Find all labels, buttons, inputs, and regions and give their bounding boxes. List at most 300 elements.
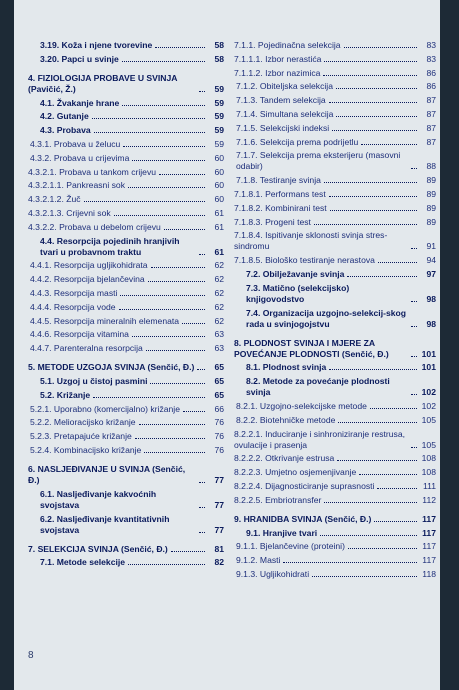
toc-entry-page: 87 [426, 108, 436, 119]
toc-entry-number: 5.2.1. [30, 403, 52, 414]
dot-leader [370, 408, 417, 409]
toc-entry-number: 4.3.2. [30, 152, 52, 163]
toc-entry-number: 7.1.8. [236, 175, 258, 186]
dot-leader [114, 215, 205, 216]
toc-entry [28, 557, 224, 568]
toc-entry-label [236, 555, 280, 566]
toc-entry [234, 569, 436, 580]
dot-leader [374, 521, 417, 522]
dot-leader [283, 562, 417, 563]
toc-entry-title: Probava u tankom crijevu [59, 166, 157, 177]
toc-entry-page: 89 [426, 216, 436, 227]
toc-entry [234, 514, 436, 525]
toc-entry-label [40, 489, 196, 511]
toc-entry-page: 98 [426, 293, 436, 304]
toc-entry-label [236, 175, 321, 186]
toc-entry-label [30, 260, 148, 271]
toc-entry-label [236, 150, 408, 172]
dot-leader [320, 535, 417, 536]
toc-entry-page: 65 [214, 375, 224, 386]
toc-entry [28, 316, 224, 327]
toc-entry-label [30, 445, 141, 456]
toc-entry [234, 362, 436, 373]
toc-entry [234, 123, 436, 134]
toc-entry-title: FIZIOLOGIJA PROBAVE U SVINJA (Pavičić, Ž.) [28, 72, 178, 94]
toc-entry-label [234, 495, 321, 506]
toc-entry-title: PLODNOST SVINJA I MJERE ZA POVEĆANJE PLODNOSTI (Senčić, Đ.) [234, 337, 389, 359]
toc-entry-label [28, 464, 196, 486]
toc-entry-page: 101 [421, 348, 436, 359]
toc-entry-page: 117 [422, 541, 436, 552]
toc-entry [28, 302, 224, 313]
toc-entry-label [234, 230, 408, 252]
toc-entry-number: 4.1. [40, 97, 55, 108]
toc-entry-number: 3.20. [40, 53, 60, 64]
toc-entry-title: Izbor nerastića [265, 53, 322, 64]
toc-entry-page: 89 [426, 202, 436, 213]
toc-entry [234, 81, 436, 92]
toc-entry-label [234, 338, 408, 360]
toc-entry-title: Matično (selekcijsko) knjigovodstvo [246, 282, 350, 304]
toc-entry [28, 153, 224, 164]
toc-entry-number: 8.2. [246, 376, 261, 387]
toc-entry-title: Žvakanje hrane [56, 97, 120, 108]
toc-entry-page: 108 [421, 467, 436, 478]
toc-entry-title: Ispitivanje sklonosti svinja stres-sindromu [234, 230, 388, 252]
toc-entry [28, 125, 224, 136]
toc-entry-label [236, 569, 309, 580]
toc-entry-number: 6.2. [40, 513, 55, 524]
toc-entry [28, 464, 224, 486]
dot-leader [92, 118, 205, 119]
toc-entry-number: 7.1. [40, 557, 55, 568]
toc-entry [28, 274, 224, 285]
dot-leader [411, 248, 417, 249]
toc-entry [234, 137, 436, 148]
toc-entry [28, 236, 224, 258]
toc-entry-label [236, 81, 333, 92]
toc-entry-page: 58 [214, 40, 224, 50]
toc-entry [234, 217, 436, 228]
toc-entry-title: Kombinirani test [265, 202, 327, 213]
toc-entry-page: 76 [214, 431, 224, 442]
dot-leader [139, 424, 205, 425]
toc-entry [234, 230, 436, 252]
toc-entry-number: 8. [234, 337, 242, 348]
toc-entry-number: 4.3.2.1.2. [28, 194, 64, 205]
toc-entry-number: 7.4. [246, 307, 261, 318]
toc-entry-page: 94 [426, 255, 436, 266]
toc-entry [234, 269, 436, 280]
toc-entry-number: 8.2.2.4. [234, 480, 263, 491]
dot-leader [332, 130, 417, 131]
dot-leader [199, 254, 205, 255]
toc-entry-title: Nasljeđivanje kvantitativnih svojstava [40, 513, 170, 535]
book-page [14, 0, 440, 690]
toc-entry [28, 111, 224, 122]
toc-entry-page: 97 [426, 268, 436, 279]
dot-leader [119, 309, 205, 310]
toc-entry-page: 65 [214, 389, 224, 400]
toc-entry-number: 8.2.2.1. [234, 428, 263, 439]
toc-entry-title: Gutanje [56, 111, 89, 122]
toc-entry-page: 62 [214, 287, 224, 298]
toc-entry-title: Testiranje svinja [259, 175, 321, 186]
toc-entry-label [246, 283, 408, 305]
toc-entry-label [30, 302, 116, 313]
toc-entry-number: 4.4. [40, 235, 55, 246]
dot-leader [135, 438, 205, 439]
dot-leader [314, 224, 417, 225]
dot-leader [148, 281, 205, 282]
dot-leader [344, 47, 417, 48]
toc-entry-label [234, 40, 341, 51]
toc-entry-label [246, 528, 317, 539]
toc-entry-title: Koža i njene tvorevine [61, 40, 153, 50]
toc-entry-page: 60 [214, 194, 224, 205]
toc-entry-title: Resorpcija ugljikohidrata [53, 260, 148, 271]
toc-entry-page: 83 [426, 40, 436, 50]
toc-entry-title: Uzgojno-selekcijske metode [259, 400, 367, 411]
toc-entry-page: 62 [214, 301, 224, 312]
toc-entry-title: Simultana selekcija [259, 108, 334, 119]
toc-entry-label [246, 362, 326, 373]
dot-leader [411, 301, 417, 302]
toc-entry [234, 203, 436, 214]
toc-entry-number: 7.1.1. [234, 40, 256, 50]
dot-leader [329, 369, 417, 370]
toc-entry [28, 54, 224, 65]
toc-entry [234, 68, 436, 79]
toc-entry-label [234, 203, 327, 214]
toc-entry-title: Dijagnosticiranje suprasnosti [265, 480, 375, 491]
toc-entry [234, 40, 436, 51]
toc-entry-page: 98 [426, 318, 436, 329]
toc-entry-page: 87 [426, 95, 436, 106]
toc-entry-page: 77 [214, 524, 224, 535]
toc-entry-page: 102 [421, 387, 436, 398]
dot-leader [122, 105, 205, 106]
toc-entry-number: 6. [28, 463, 36, 474]
toc-entry [234, 255, 436, 266]
toc-entry-page: 112 [422, 494, 436, 505]
toc-entry-number: 7.1.3. [236, 95, 258, 106]
toc-entry-label [234, 68, 320, 79]
toc-entry-number: 7. [28, 543, 36, 554]
toc-entry-label [40, 236, 196, 258]
toc-entry-title: Crijevni sok [66, 207, 111, 218]
dot-leader [324, 502, 417, 503]
toc-entry-label [40, 557, 125, 568]
toc-entry-number: 7.1.4. [236, 108, 258, 119]
dot-leader [323, 75, 417, 76]
toc-entry-label [236, 541, 345, 552]
toc-entry-page: 66 [214, 403, 224, 414]
dot-leader [324, 61, 417, 62]
toc-entry-number: 7.3. [246, 282, 261, 293]
toc-entry-title: Probava u crijevima [53, 152, 130, 163]
toc-entry-label [234, 255, 375, 266]
dot-leader [150, 383, 205, 384]
toc-entry-number: 5.2. [40, 389, 55, 400]
dot-leader [120, 295, 205, 296]
toc-entry-number: 7.1.2. [236, 81, 258, 92]
toc-entry-label [30, 288, 117, 299]
dot-leader [377, 488, 417, 489]
toc-entry-label [236, 109, 333, 120]
toc-entry-label [28, 222, 161, 233]
toc-entry-label [40, 40, 152, 51]
toc-entry-label [234, 453, 334, 464]
toc-entry-page: 61 [214, 207, 224, 218]
toc-entry [234, 481, 436, 492]
toc-entry-number: 4.4.7. [30, 343, 52, 354]
toc-entry-title: Resorpcija masti [53, 287, 118, 298]
toc-entry-page: 62 [214, 260, 224, 271]
toc-entry [28, 208, 224, 219]
toc-entry-number: 4.4.6. [30, 329, 52, 340]
toc-entry-title: Pojedinačna selekcija [257, 40, 341, 50]
toc-entry-title: Performans test [265, 188, 326, 199]
toc-entry-number: 7.1.8.5. [234, 255, 263, 266]
toc-entry-number: 3.19. [40, 40, 60, 50]
toc-entry-number: 4.4.1. [30, 260, 52, 271]
toc-entry-number: 7.1.1.1. [234, 53, 263, 64]
toc-entry-title: Papci u svinje [61, 53, 119, 64]
toc-entry-number: 8.2.2.3. [234, 467, 263, 478]
toc-entry-label [28, 362, 194, 373]
toc-entry-number: 4.4.2. [30, 274, 52, 285]
toc-entry [234, 189, 436, 200]
toc-entry-title: Selekcijski indeksi [259, 122, 330, 133]
toc-entry-page: 89 [426, 175, 436, 186]
toc-entry [234, 308, 436, 330]
dot-leader [347, 276, 417, 277]
toc-entry-number: 5.1. [40, 375, 55, 386]
toc-entry-page: 82 [214, 557, 224, 568]
toc-entry [234, 95, 436, 106]
toc-entry-title: Izbor nazimica [265, 67, 321, 78]
dot-leader [411, 356, 417, 357]
toc-entry-page: 62 [214, 274, 224, 285]
toc-entry-page: 60 [214, 180, 224, 191]
dot-leader [411, 168, 417, 169]
toc-entry-label [234, 514, 371, 525]
dot-leader [132, 336, 205, 337]
dot-leader [330, 210, 417, 211]
toc-entry [28, 288, 224, 299]
toc-entry-label [30, 274, 145, 285]
dot-leader [336, 88, 417, 89]
dot-leader [337, 460, 417, 461]
toc-entry-number: 7.1.1.2. [234, 67, 263, 78]
toc-entry-title: Žuč [66, 194, 81, 205]
toc-entry [28, 167, 224, 178]
toc-entry-title: Resorpcija mineralnih elemenata [53, 315, 180, 326]
toc-entry-label [28, 167, 156, 178]
toc-entry-title: Obiteljska selekcija [259, 81, 333, 92]
toc-entry-page: 59 [214, 125, 224, 136]
toc-entry-label [30, 404, 180, 415]
toc-entry-title: Nasljeđivanje kakvoćnih svojstava [40, 488, 157, 510]
toc-entry-label [40, 390, 90, 401]
toc-entry-title: Metode selekcije [56, 557, 126, 568]
toc-entry-page: 102 [421, 400, 436, 411]
toc-entry-label [30, 431, 132, 442]
toc-entry [28, 139, 224, 150]
toc-entry-label [30, 343, 143, 354]
toc-entry-number: 7.1.5. [236, 122, 258, 133]
toc-entry-title: Metode za povećanje plodnosti svinja [246, 376, 390, 398]
toc-entry-number: 4.4.3. [30, 287, 52, 298]
dot-leader [338, 422, 417, 423]
toc-entry [234, 453, 436, 464]
toc-entry-page: 58 [214, 53, 224, 64]
toc-entry [28, 390, 224, 401]
toc-entry-number: 6.1. [40, 488, 55, 499]
toc-entry [28, 544, 224, 555]
toc-entry-page: 59 [214, 97, 224, 108]
dot-leader [411, 447, 417, 448]
toc-entry-page: 86 [426, 81, 436, 92]
toc-entry-title: Otkrivanje estrusa [265, 453, 335, 464]
toc-entry-number: 7.1.8.3. [234, 216, 263, 227]
toc-entry-page: 65 [214, 362, 224, 373]
toc-entry [28, 40, 224, 51]
toc-left-column [28, 40, 224, 571]
toc-entry-number: 5.2.2. [30, 417, 52, 428]
toc-entry-label [234, 217, 311, 228]
dot-leader [144, 452, 205, 453]
toc-entry-number: 7.1.6. [236, 136, 258, 147]
toc-entry-label [236, 95, 326, 106]
toc-entry-title: METODE UZGOJA SVINJA (Senčić, Đ.) [37, 362, 195, 373]
toc-entry-title: Pretapajuće križanje [53, 431, 132, 442]
toc-entry-title: Tandem selekcija [259, 95, 326, 106]
toc-entry-number: 9. [234, 513, 242, 524]
toc-entry-number: 5.2.4. [30, 444, 52, 455]
toc-entry-title: Uporabno (komercijalno) križanje [53, 403, 181, 414]
dot-leader [84, 201, 205, 202]
toc-entry [28, 73, 224, 95]
toc-entry [234, 495, 436, 506]
toc-entry-label [236, 123, 329, 134]
toc-entry-number: 9.1.1. [236, 541, 258, 552]
toc-entry-label [236, 137, 358, 148]
toc-entry-title: Križanje [56, 389, 91, 400]
toc-entry-label [28, 208, 111, 219]
toc-entry-title: Probava u želucu [53, 138, 121, 149]
toc-entry-title: Melioracijsko križanje [53, 417, 136, 428]
toc-entry-label [236, 415, 335, 426]
toc-entry-title: HRANIDBA SVINJA (Senčić, Đ.) [243, 513, 372, 524]
dot-leader [324, 182, 417, 183]
toc-entry [28, 260, 224, 271]
toc-entry-page: 101 [421, 362, 436, 373]
toc-entry-title: Selekcija prema podrijetlu [259, 136, 359, 147]
toc-entry-page: 63 [214, 329, 224, 340]
toc-entry-label [30, 153, 129, 164]
toc-entry [234, 338, 436, 360]
toc-entry-page: 108 [421, 453, 436, 464]
toc-entry-page: 117 [422, 513, 436, 524]
dot-leader [199, 482, 205, 483]
toc-entry-title: Ugljikohidrati [259, 568, 310, 579]
toc-entry-number: 7.2. [246, 268, 261, 279]
toc-entry-label [246, 376, 408, 398]
toc-entry [28, 343, 224, 354]
toc-entry [28, 180, 224, 191]
toc-entry-number: 4.2. [40, 111, 55, 122]
toc-entry-page: 105 [421, 439, 436, 450]
dot-leader [197, 369, 205, 370]
dot-leader [122, 61, 205, 62]
dot-leader [359, 474, 417, 475]
toc-entry-label [30, 316, 179, 327]
toc-entry [28, 194, 224, 205]
dot-leader [94, 132, 205, 133]
toc-entry-page: 76 [214, 417, 224, 428]
toc-entry [234, 54, 436, 65]
toc-entry [28, 362, 224, 373]
toc-entry [234, 467, 436, 478]
toc-entry-label [30, 139, 120, 150]
toc-entry-page: 77 [214, 499, 224, 510]
toc-entry-title: Kombinacijsko križanje [53, 444, 142, 455]
toc-entry-page: 118 [422, 568, 436, 579]
toc-entry-page: 87 [426, 122, 436, 133]
toc-entry-label [246, 269, 344, 280]
toc-entry-number: 8.2.2. [236, 414, 258, 425]
toc-entry [28, 431, 224, 442]
dot-leader [199, 507, 205, 508]
dot-leader [329, 102, 417, 103]
dot-leader [151, 267, 205, 268]
dot-leader [199, 532, 205, 533]
toc-entry-page: 87 [426, 136, 436, 147]
dot-leader [312, 576, 417, 577]
toc-entry-title: Resorpcija vode [53, 301, 116, 312]
toc-entry-title: Selekcija prema eksterijeru (masovni odabir) [236, 150, 401, 172]
toc-entry-title: Probava [56, 125, 91, 136]
dot-leader [132, 160, 205, 161]
toc-entry-number: 7.1.8.2. [234, 202, 263, 213]
dot-leader [128, 564, 205, 565]
toc-entry-number: 4.3.2.2. [28, 221, 57, 232]
toc-entry-number: 4.3. [40, 125, 55, 136]
toc-entry [234, 429, 436, 451]
toc-entry-number: 4.4.5. [30, 315, 52, 326]
dot-leader [348, 548, 417, 549]
toc-entry-page: 81 [214, 543, 224, 554]
toc-entry-label [30, 329, 129, 340]
toc-entry-number: 4.3.2.1. [28, 166, 57, 177]
toc-entry-label [40, 54, 119, 65]
dot-leader [329, 196, 417, 197]
toc-entry [234, 283, 436, 305]
toc-entry-title: Hranjive tvari [262, 527, 318, 538]
toc-entry [28, 376, 224, 387]
toc-entry-number: 9.1.2. [236, 555, 258, 566]
toc-entry-title: Parenteralna resorpcija [53, 343, 143, 354]
toc-entry-label [40, 98, 119, 109]
toc-entry-number: 9.1.3. [236, 568, 258, 579]
toc-entry-page: 83 [426, 53, 436, 64]
toc-entry-page: 59 [214, 138, 224, 149]
dot-leader [123, 146, 205, 147]
toc-entry-title: Obilježavanje svinja [262, 268, 345, 279]
dot-leader [183, 411, 205, 412]
